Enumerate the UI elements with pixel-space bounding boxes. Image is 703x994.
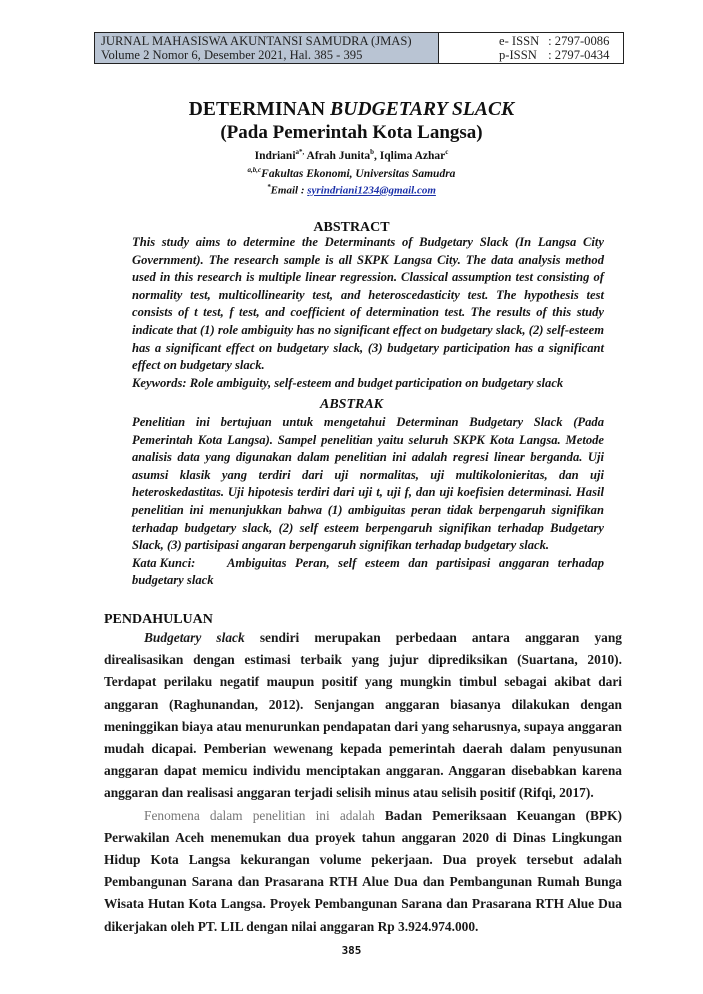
author-1-sup: a*,: [295, 148, 305, 156]
intro-p2-light: Fenomena dalam penelitian ini adalah: [144, 807, 375, 823]
email-sup: *: [267, 183, 271, 191]
page-number: 385: [341, 944, 362, 957]
paper-title: [0, 99, 703, 121]
issn-cell: [439, 33, 623, 63]
author-2: Afrah Junita: [304, 149, 371, 162]
email-line: [0, 183, 703, 197]
affiliation: [0, 166, 703, 180]
p-issn-label: p-ISSN: [499, 48, 537, 62]
intro-paragraph-2: [104, 805, 622, 938]
abstrak-keywords-label: Kata Kunci:: [132, 555, 196, 570]
volume-info: Volume 2 Nomor 6, Desember 2021, Hal. 385 - 395: [101, 48, 363, 62]
p-issn-value: : 2797-0434: [548, 48, 610, 62]
author-list: [0, 148, 703, 162]
email-link[interactable]: syrindriani1234@gmail.com: [307, 184, 436, 197]
title-italic: BUDGETARY SLACK: [330, 99, 515, 120]
email-label: Email :: [270, 184, 308, 197]
abstrak-heading: ABSTRAK: [319, 397, 384, 412]
journal-info-cell: [95, 33, 439, 63]
abstrak-keywords: [132, 555, 604, 590]
abstrak-text: Penelitian ini bertujuan untuk mengetahui Determinan Budgetary Slack (Pada Pemerintah Kota Langsa). Sampel penelitian yaitu seluruh SKPK Kota Langsa. Metode analisis data yang digunakan dalam penelitian ini adalah regresi linear berganda. Uji asumsi klasik yang terdiri dari uji normalitas, uji multikolonieritas, dan uji heteroskedastitas. Uji hipotesis terdiri dari uji t, uji f, dan uji koefisien determinasi. Hasil penelitian ini menunjukkan bahwa (1) ambiguitas peran tidak berpengaruh signifikan terhadap budgetary slack, (2) self esteem berpengaruh signifikan terhadap Budgetary Slack, (3) partisipasi angaran berpengaruh signifikan terhadap budgetary slack.: [132, 415, 604, 553]
abstrak-keywords-text: Ambiguitas Peran, self esteem dan partisipasi anggaran terhadap budgetary slack: [132, 555, 604, 588]
e-issn: [499, 34, 623, 48]
journal-header: [94, 32, 624, 64]
introduction-body: [104, 627, 622, 938]
author-3: , Iqlima Azhar: [374, 149, 446, 162]
abstrak-body: [132, 414, 604, 590]
author-2-sup: b: [370, 148, 375, 156]
affiliation-sup: a,b,c: [247, 166, 262, 174]
title-plain: DETERMINAN: [188, 99, 331, 120]
abstract-heading: ABSTRACT: [313, 220, 390, 235]
journal-name: JURNAL MAHASISWA AKUNTANSI SAMUDRA (JMAS): [101, 34, 412, 48]
section-heading-pendahuluan: PENDAHULUAN: [104, 612, 213, 627]
intro-p2-text: Badan Pemeriksaan Keuangan (BPK) Perwakilan Aceh menemukan dua proyek tahun anggaran 2020 di Dinas Lingkungan Hidup Kota Langsa kekurangan volume pekerjaan. Dua proyek tersebut adalah Pembangunan Sarana dan Prasarana RTH Alue Dua dan Pembangunan Rumah Bunga Wisata Hutan Kota Langsa. Proyek Pembangunan Sarana dan Prasarana RTH Alue Dua dikerjakan oleh PT. LIL dengan nilai anggaran Rp 3.924.974.000.: [104, 807, 622, 934]
e-issn-label: e- ISSN: [499, 34, 540, 48]
p-issn: [499, 48, 623, 62]
intro-p1-text: sendiri merupakan perbedaan antara anggaran yang direalisasikan dengan estimasi terbaik yang jujur diprediksikan (Suartana, 2010). Terdapat perilaku negatif maupun positif yang mungkin timbul sebagai akibat dari anggaran (Raghunandan, 2012). Senjangan anggaran biasanya dilakukan dengan meninggikan biaya atau menurunkan pendapatan dari yang seharusnya, supaya anggaran mudah dicapai. Pemberian wewenang kepada pemerintah daerah dalam penyusunan anggaran dapat memicu individu menciptakan anggaran. Anggaran disebabkan karena anggaran dan realisasi anggaran terjadi selisih minus atau selisih positif (Rifqi, 2017).: [104, 630, 622, 801]
abstract-body: [132, 234, 604, 392]
intro-p1-italic: Budgetary slack: [144, 630, 245, 645]
abstract-text: This study aims to determine the Determinants of Budgetary Slack (In Langsa City Government). The research sample is all SKPK Langsa City. The data analysis method used in this research is multiple linear regression. Classical assumption test consisting of normality test, multicollinearity test, and heteroscedasticity test. The hypothesis test consists of t test, f test, and coefficient of determination test. The results of this study indicate that (1) role ambiguity has no significant effect on budgetary slack, (2) self-esteem has a significant effect on budgetary slack, (3) budgetary participation has a significant effect on budgetary slack.: [132, 235, 604, 373]
affiliation-text: Fakultas Ekonomi, Universitas Samudra: [261, 167, 456, 180]
abstract-keywords: Keywords: Role ambiguity, self-esteem and budget participation on budgetary slack: [132, 375, 564, 390]
intro-paragraph-1: [104, 627, 622, 805]
author-1: Indriani: [254, 149, 296, 162]
author-3-sup: c: [445, 148, 449, 156]
e-issn-value: : 2797-0086: [548, 34, 610, 48]
paper-subtitle: (Pada Pemerintah Kota Langsa): [220, 122, 483, 143]
